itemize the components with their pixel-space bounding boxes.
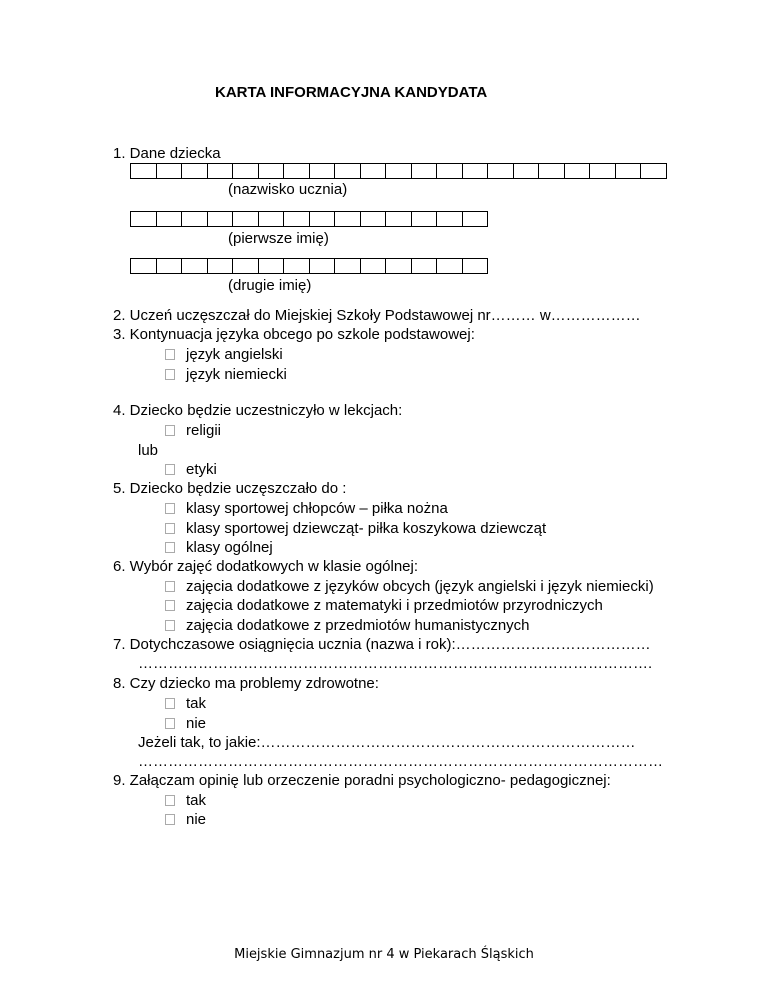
letter-cell[interactable] (412, 211, 438, 227)
letter-cell[interactable] (233, 211, 259, 227)
letter-cell[interactable] (157, 163, 183, 179)
letter-cell[interactable] (437, 258, 463, 274)
question-7: 7. Dotychczasowe osiągnięcia ucznia (nazwa i rok):………………………………… (113, 636, 651, 653)
option-health-yes[interactable]: tak (165, 695, 206, 712)
letter-cell[interactable] (361, 258, 387, 274)
first-name-caption: (pierwsze imię) (228, 230, 329, 247)
letter-cell[interactable] (208, 258, 234, 274)
checkbox-icon[interactable] (165, 523, 175, 534)
option-math-science[interactable]: zajęcia dodatkowe z matematyki i przedmiotów przyrodniczych (165, 597, 603, 614)
option-ethics[interactable]: etyki (165, 461, 217, 478)
letter-cell[interactable] (335, 211, 361, 227)
health-details-line[interactable]: …………………………………………………………………………………………… (138, 753, 663, 770)
letter-cell[interactable] (131, 163, 157, 179)
document-title: KARTA INFORMACYJNA KANDYDATA (215, 84, 488, 101)
checkbox-icon[interactable] (165, 581, 175, 592)
option-girls-sport[interactable]: klasy sportowej dziewcząt- piłka koszykowa dziewcząt (165, 520, 546, 537)
checkbox-icon[interactable] (165, 369, 175, 380)
option-opinion-no[interactable]: nie (165, 811, 206, 828)
letter-cell[interactable] (361, 211, 387, 227)
letter-cell[interactable] (539, 163, 565, 179)
option-german[interactable]: język niemiecki (165, 366, 287, 383)
checkbox-icon[interactable] (165, 620, 175, 631)
letter-cell[interactable] (386, 258, 412, 274)
letter-cell[interactable] (335, 163, 361, 179)
question-3: 3. Kontynuacja języka obcego po szkole podstawowej: (113, 326, 475, 343)
option-religion[interactable]: religii (165, 422, 221, 439)
question-2: 2. Uczeń uczęszczał do Miejskiej Szkoły Podstawowej nr……… w……………… (113, 307, 641, 324)
checkbox-icon[interactable] (165, 542, 175, 553)
letter-cell[interactable] (463, 258, 489, 274)
option-english[interactable]: język angielski (165, 346, 283, 363)
letter-cell[interactable] (590, 163, 616, 179)
option-opinion-yes[interactable]: tak (165, 792, 206, 809)
letter-cell[interactable] (463, 211, 489, 227)
or-label: lub (138, 442, 159, 459)
letter-cell[interactable] (310, 163, 336, 179)
page-footer: Miejskie Gimnazjum nr 4 w Piekarach Śląskich (234, 947, 534, 962)
question-5: 5. Dziecko będzie uczęszczało do : (113, 480, 347, 497)
letter-cell[interactable] (157, 211, 183, 227)
letter-cell[interactable] (208, 211, 234, 227)
letter-cell[interactable] (131, 258, 157, 274)
letter-cell[interactable] (284, 211, 310, 227)
letter-cell[interactable] (463, 163, 489, 179)
letter-cell[interactable] (259, 211, 285, 227)
letter-cell[interactable] (386, 163, 412, 179)
letter-cell[interactable] (284, 163, 310, 179)
checkbox-icon[interactable] (165, 464, 175, 475)
option-boys-sport[interactable]: klasy sportowej chłopców – piłka nożna (165, 500, 448, 517)
letter-cell[interactable] (182, 211, 208, 227)
letter-cell[interactable] (514, 163, 540, 179)
question-8: 8. Czy dziecko ma problemy zdrowotne: (113, 675, 379, 692)
letter-cell[interactable] (284, 258, 310, 274)
option-humanities[interactable]: zajęcia dodatkowe z przedmiotów humanistycznych (165, 617, 530, 634)
letter-cell[interactable] (131, 211, 157, 227)
letter-cell[interactable] (437, 163, 463, 179)
option-general-class[interactable]: klasy ogólnej (165, 539, 273, 556)
letter-cell[interactable] (259, 258, 285, 274)
letter-cell[interactable] (616, 163, 642, 179)
letter-cell[interactable] (386, 211, 412, 227)
checkbox-icon[interactable] (165, 600, 175, 611)
checkbox-icon[interactable] (165, 814, 175, 825)
checkbox-icon[interactable] (165, 349, 175, 360)
option-languages[interactable]: zajęcia dodatkowe z języków obcych (język angielski i język niemiecki) (165, 578, 654, 595)
letter-cell[interactable] (182, 258, 208, 274)
letter-cell[interactable] (641, 163, 667, 179)
letter-cell[interactable] (208, 163, 234, 179)
letter-cell[interactable] (233, 163, 259, 179)
letter-cell[interactable] (488, 163, 514, 179)
checkbox-icon[interactable] (165, 503, 175, 514)
surname-grid[interactable] (130, 163, 667, 179)
question-9: 9. Załączam opinię lub orzeczenie poradni psychologiczno- pedagogicznej: (113, 772, 611, 789)
checkbox-icon[interactable] (165, 718, 175, 729)
letter-cell[interactable] (335, 258, 361, 274)
letter-cell[interactable] (182, 163, 208, 179)
surname-caption: (nazwisko ucznia) (228, 181, 348, 198)
checkbox-icon[interactable] (165, 795, 175, 806)
letter-cell[interactable] (437, 211, 463, 227)
second-name-grid[interactable] (130, 258, 488, 274)
first-name-grid[interactable] (130, 211, 488, 227)
checkbox-icon[interactable] (165, 425, 175, 436)
checkbox-icon[interactable] (165, 698, 175, 709)
question-4: 4. Dziecko będzie uczestniczyło w lekcjach: (113, 402, 403, 419)
letter-cell[interactable] (310, 258, 336, 274)
letter-cell[interactable] (412, 163, 438, 179)
letter-cell[interactable] (412, 258, 438, 274)
letter-cell[interactable] (157, 258, 183, 274)
health-details[interactable]: Jeżeli tak, to jakie:………………………………………………………………… (138, 734, 636, 751)
second-name-caption: (drugie imię) (228, 277, 312, 294)
letter-cell[interactable] (233, 258, 259, 274)
letter-cell[interactable] (361, 163, 387, 179)
option-health-no[interactable]: nie (165, 715, 206, 732)
letter-cell[interactable] (310, 211, 336, 227)
letter-cell[interactable] (259, 163, 285, 179)
achievements-line[interactable]: …………………………………………………………………………………………. (138, 655, 653, 672)
section-1-label: 1. Dane dziecka (113, 145, 221, 162)
letter-cell[interactable] (565, 163, 591, 179)
question-6: 6. Wybór zajęć dodatkowych w klasie ogólnej: (113, 558, 419, 575)
